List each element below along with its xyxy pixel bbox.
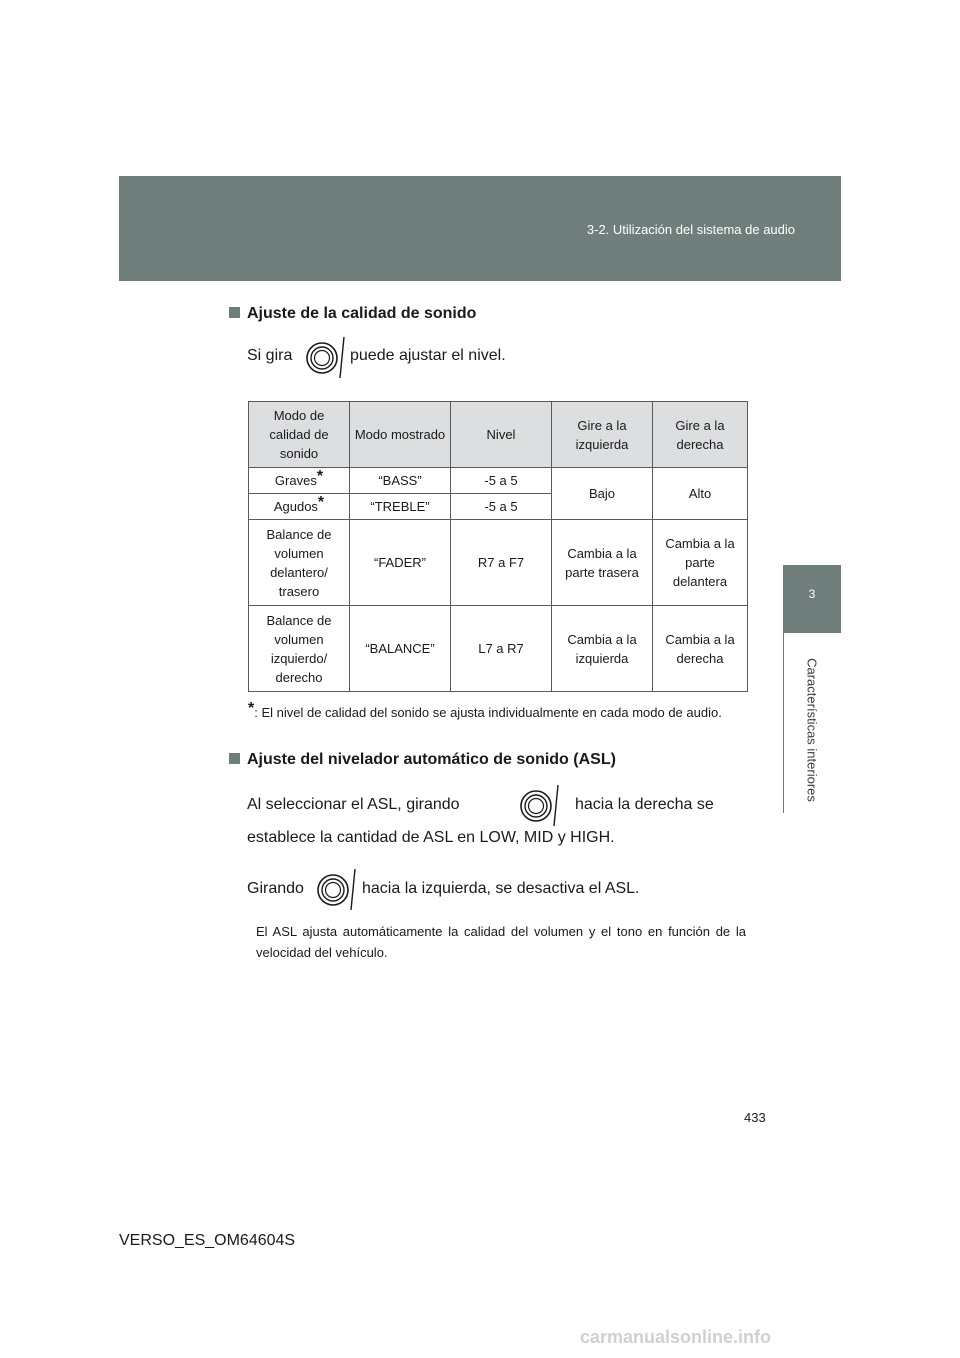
cell-left: Bajo [552,468,653,520]
cell-mode: Graves* [249,468,350,494]
cell-level: L7 a R7 [451,606,552,692]
document-code: VERSO_ES_OM64604S [119,1232,296,1249]
watermark: carmanualsonline.info [580,1327,772,1347]
knob-icon [516,784,564,828]
section1-heading [229,305,476,323]
cell-right: Cambia a la derecha [653,606,748,692]
section2-line1-before: Al seleccionar el ASL, girando [247,796,460,813]
chapter-tab-rule [783,633,784,813]
cell-right: Cambia a la parte delantera [653,520,748,606]
asl-note: El ASL ajusta automáticamente la calidad del volumen y el tono en función de la velocidad del vehículo. [256,924,746,960]
cell-mode: Agudos* [249,494,350,520]
cell-shown: “BASS” [350,468,451,494]
section2-line3-after: hacia la izquierda, se desactiva el ASL. [362,880,640,897]
footnote [248,700,746,722]
cell-level: -5 a 5 [451,468,552,494]
header-cell-right: Gire a la derecha [653,402,748,468]
table-row [249,520,748,606]
section2-line2: establece la cantidad de ASL en LOW, MID y HIGH. [247,829,615,846]
section-title: 3-2. Utilización del sistema de audio [586,222,795,237]
section1-intro-after: puede ajustar el nivel. [350,347,506,364]
cell-right: Alto [653,468,748,520]
header-band [119,176,841,281]
asterisk-mark: * [317,494,325,511]
header-cell-mode: Modo de calidad de sonido [249,402,350,468]
cell-shown: “TREBLE” [350,494,451,520]
sound-quality-table [248,401,748,692]
table-row [249,606,748,692]
cell-left: Cambia a la izquierda [552,606,653,692]
cell-mode: Balance de volumen izquierdo/ derecho [249,606,350,692]
section2-line1-after: hacia la derecha se [575,796,714,813]
cell-level: R7 a F7 [451,520,552,606]
header-cell-level: Nivel [451,402,552,468]
table-row [249,468,748,494]
section1-intro-before: Si gira [247,347,293,364]
knob-icon [302,336,350,380]
chapter-label: Características interiores [804,658,820,802]
table-header-row [249,402,748,468]
section2-heading [229,751,616,769]
page-number: 433 [744,1110,766,1125]
section1-heading-text: Ajuste de la calidad de sonido [247,305,477,322]
cell-shown: “FADER” [350,520,451,606]
chapter-tab: 3 [783,565,841,633]
footnote-marker: * [248,700,255,717]
footnote-text: : El nivel de calidad del sonido se ajusta individualmente en cada modo de audio. [254,705,722,720]
cell-level: -5 a 5 [451,494,552,520]
knob-icon [313,868,361,912]
section2-heading-text: Ajuste del nivelador automático de sonido (ASL) [247,751,616,768]
cell-shown: “BALANCE” [350,606,451,692]
cell-left: Cambia a la parte trasera [552,520,653,606]
asterisk-mark: * [316,468,324,485]
cell-mode: Balance de volumen delantero/ trasero [249,520,350,606]
header-cell-left: Gire a la izquierda [552,402,653,468]
square-bullet-icon [229,753,240,764]
section2-line3-before: Girando [247,880,304,897]
square-bullet-icon [229,307,240,318]
header-cell-shown: Modo mostrado [350,402,451,468]
